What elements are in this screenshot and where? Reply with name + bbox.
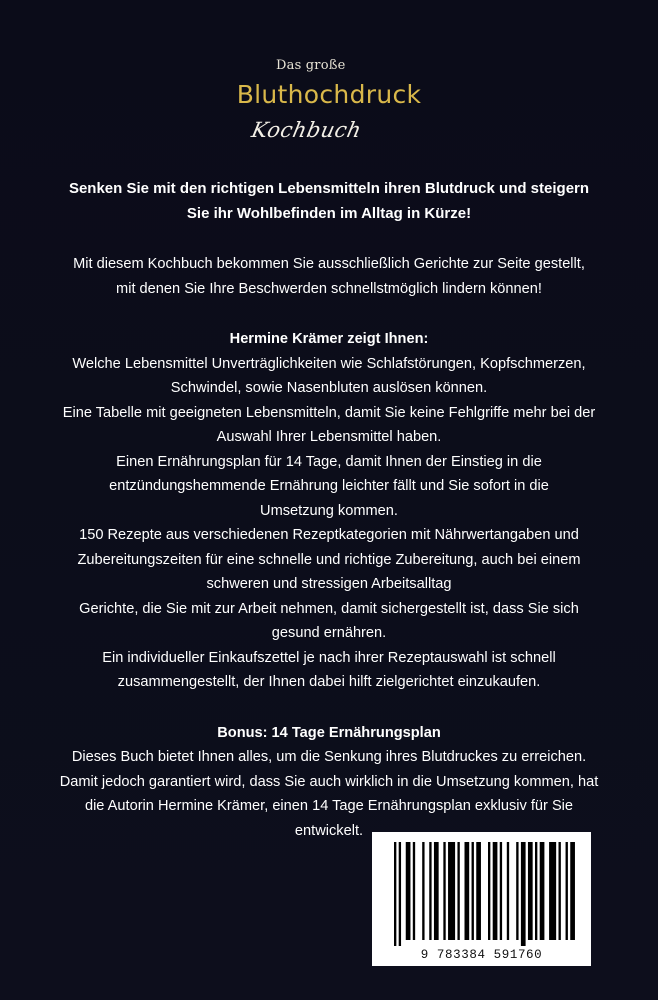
barcode-bar bbox=[448, 842, 455, 940]
barcode-bar bbox=[500, 842, 502, 940]
barcode-bar bbox=[493, 842, 498, 940]
author-line: Ein individueller Einkaufszettel je nach ihrer Rezeptauswahl ist schnell bbox=[102, 649, 556, 666]
blurb-text bbox=[30, 176, 628, 843]
book-subtitle-script: Kochbuch bbox=[249, 118, 364, 142]
barcode-bar bbox=[559, 842, 561, 940]
barcode-bar bbox=[465, 842, 470, 940]
barcode-bar bbox=[516, 842, 518, 940]
barcode-bar bbox=[443, 842, 445, 940]
barcode-bar bbox=[535, 842, 537, 940]
bonus-line: Damit jedoch garantiert wird, dass Sie auch wirklich in die Umsetzung kommen, hat bbox=[59, 773, 599, 790]
author-line: Eine Tabelle mit geeigneten Lebensmitteln, damit Sie keine Fehlgriffe mehr bei der bbox=[62, 404, 596, 421]
author-line: entzündungshemmende Ernährung leichter fällt und Sie sofort in die bbox=[109, 478, 549, 494]
headline-line-2: Sie ihr Wohlbefinden im Alltag in Kürze! bbox=[186, 205, 472, 222]
author-line: Gerichte, die Sie mit zur Arbeit nehmen, damit sichergestellt ist, dass Sie sich bbox=[79, 600, 579, 617]
author-line: 150 Rezepte aus verschiedenen Rezeptkategorien mit Nährwertangaben und bbox=[79, 527, 579, 543]
barcode-bar bbox=[476, 842, 481, 940]
headline-line-1: Senken Sie mit den richtigen Lebensmitteln ihren Blutdruck und steigern bbox=[68, 180, 590, 197]
barcode-bar bbox=[488, 842, 490, 940]
isbn-barcode bbox=[372, 832, 591, 966]
barcode-bar bbox=[507, 842, 509, 940]
barcode-bar bbox=[394, 842, 396, 946]
barcode-digits: 9 783384 591760 bbox=[420, 948, 543, 962]
author-line: Schwindel, sowie Nasenbluten auslösen können. bbox=[170, 380, 488, 396]
author-line: schweren und stressigen Arbeitsalltag bbox=[206, 576, 452, 592]
intro-body-line-1: Mit diesem Kochbuch bekommen Sie ausschließlich Gerichte zur Seite gestellt, bbox=[73, 256, 585, 272]
barcode-bar bbox=[399, 842, 401, 946]
barcode-bar bbox=[521, 842, 526, 946]
author-line: Zubereitungszeiten für eine schnelle und richtige Zubereitung, auch bei einem bbox=[77, 551, 581, 568]
book-title: Bluthochdruck bbox=[236, 80, 422, 109]
author-line: Umsetzung kommen. bbox=[260, 502, 398, 519]
author-line: Auswahl Ihrer Lebensmittel haben. bbox=[216, 429, 442, 445]
author-line: Welche Lebensmittel Unverträglichkeiten wie Schlafstörungen, Kopfschmerzen, bbox=[72, 355, 586, 372]
barcode-graphic bbox=[372, 832, 591, 966]
bonus-line: entwickelt. bbox=[294, 822, 364, 839]
author-line: gesund ernähren. bbox=[271, 625, 387, 641]
pre-title: Das große bbox=[276, 58, 346, 73]
barcode-bar bbox=[422, 842, 424, 940]
barcode-bar bbox=[472, 842, 474, 940]
barcode-bar bbox=[434, 842, 439, 940]
bonus-line: Dieses Buch bietet Ihnen alles, um die Senkung ihres Blutdruckes zu erreichen. bbox=[71, 749, 587, 765]
author-line: Einen Ernährungsplan für 14 Tage, damit Ihnen der Einstieg in die bbox=[116, 453, 542, 470]
barcode-bar bbox=[566, 842, 568, 940]
barcode-bar bbox=[528, 842, 533, 940]
author-section-heading: Hermine Krämer zeigt Ihnen: bbox=[229, 331, 429, 347]
barcode-bar bbox=[457, 842, 459, 940]
barcode-bar bbox=[570, 842, 575, 940]
barcode-bar bbox=[413, 842, 415, 940]
barcode-bar bbox=[540, 842, 545, 940]
author-line: zusammengestellt, der Ihnen dabei hilft zielgerichtet einzukaufen. bbox=[117, 674, 541, 690]
bonus-section-heading: Bonus: 14 Tage Ernährungsplan bbox=[217, 724, 441, 741]
bonus-line: die Autorin Hermine Krämer, einen 14 Tage Ernährungsplan exklusiv für Sie bbox=[84, 798, 574, 814]
barcode-bar bbox=[429, 842, 431, 940]
barcode-bar bbox=[406, 842, 411, 940]
barcode-bar bbox=[549, 842, 556, 940]
intro-body-line-2: mit denen Sie Ihre Beschwerden schnellstmöglich lindern können! bbox=[116, 280, 542, 297]
